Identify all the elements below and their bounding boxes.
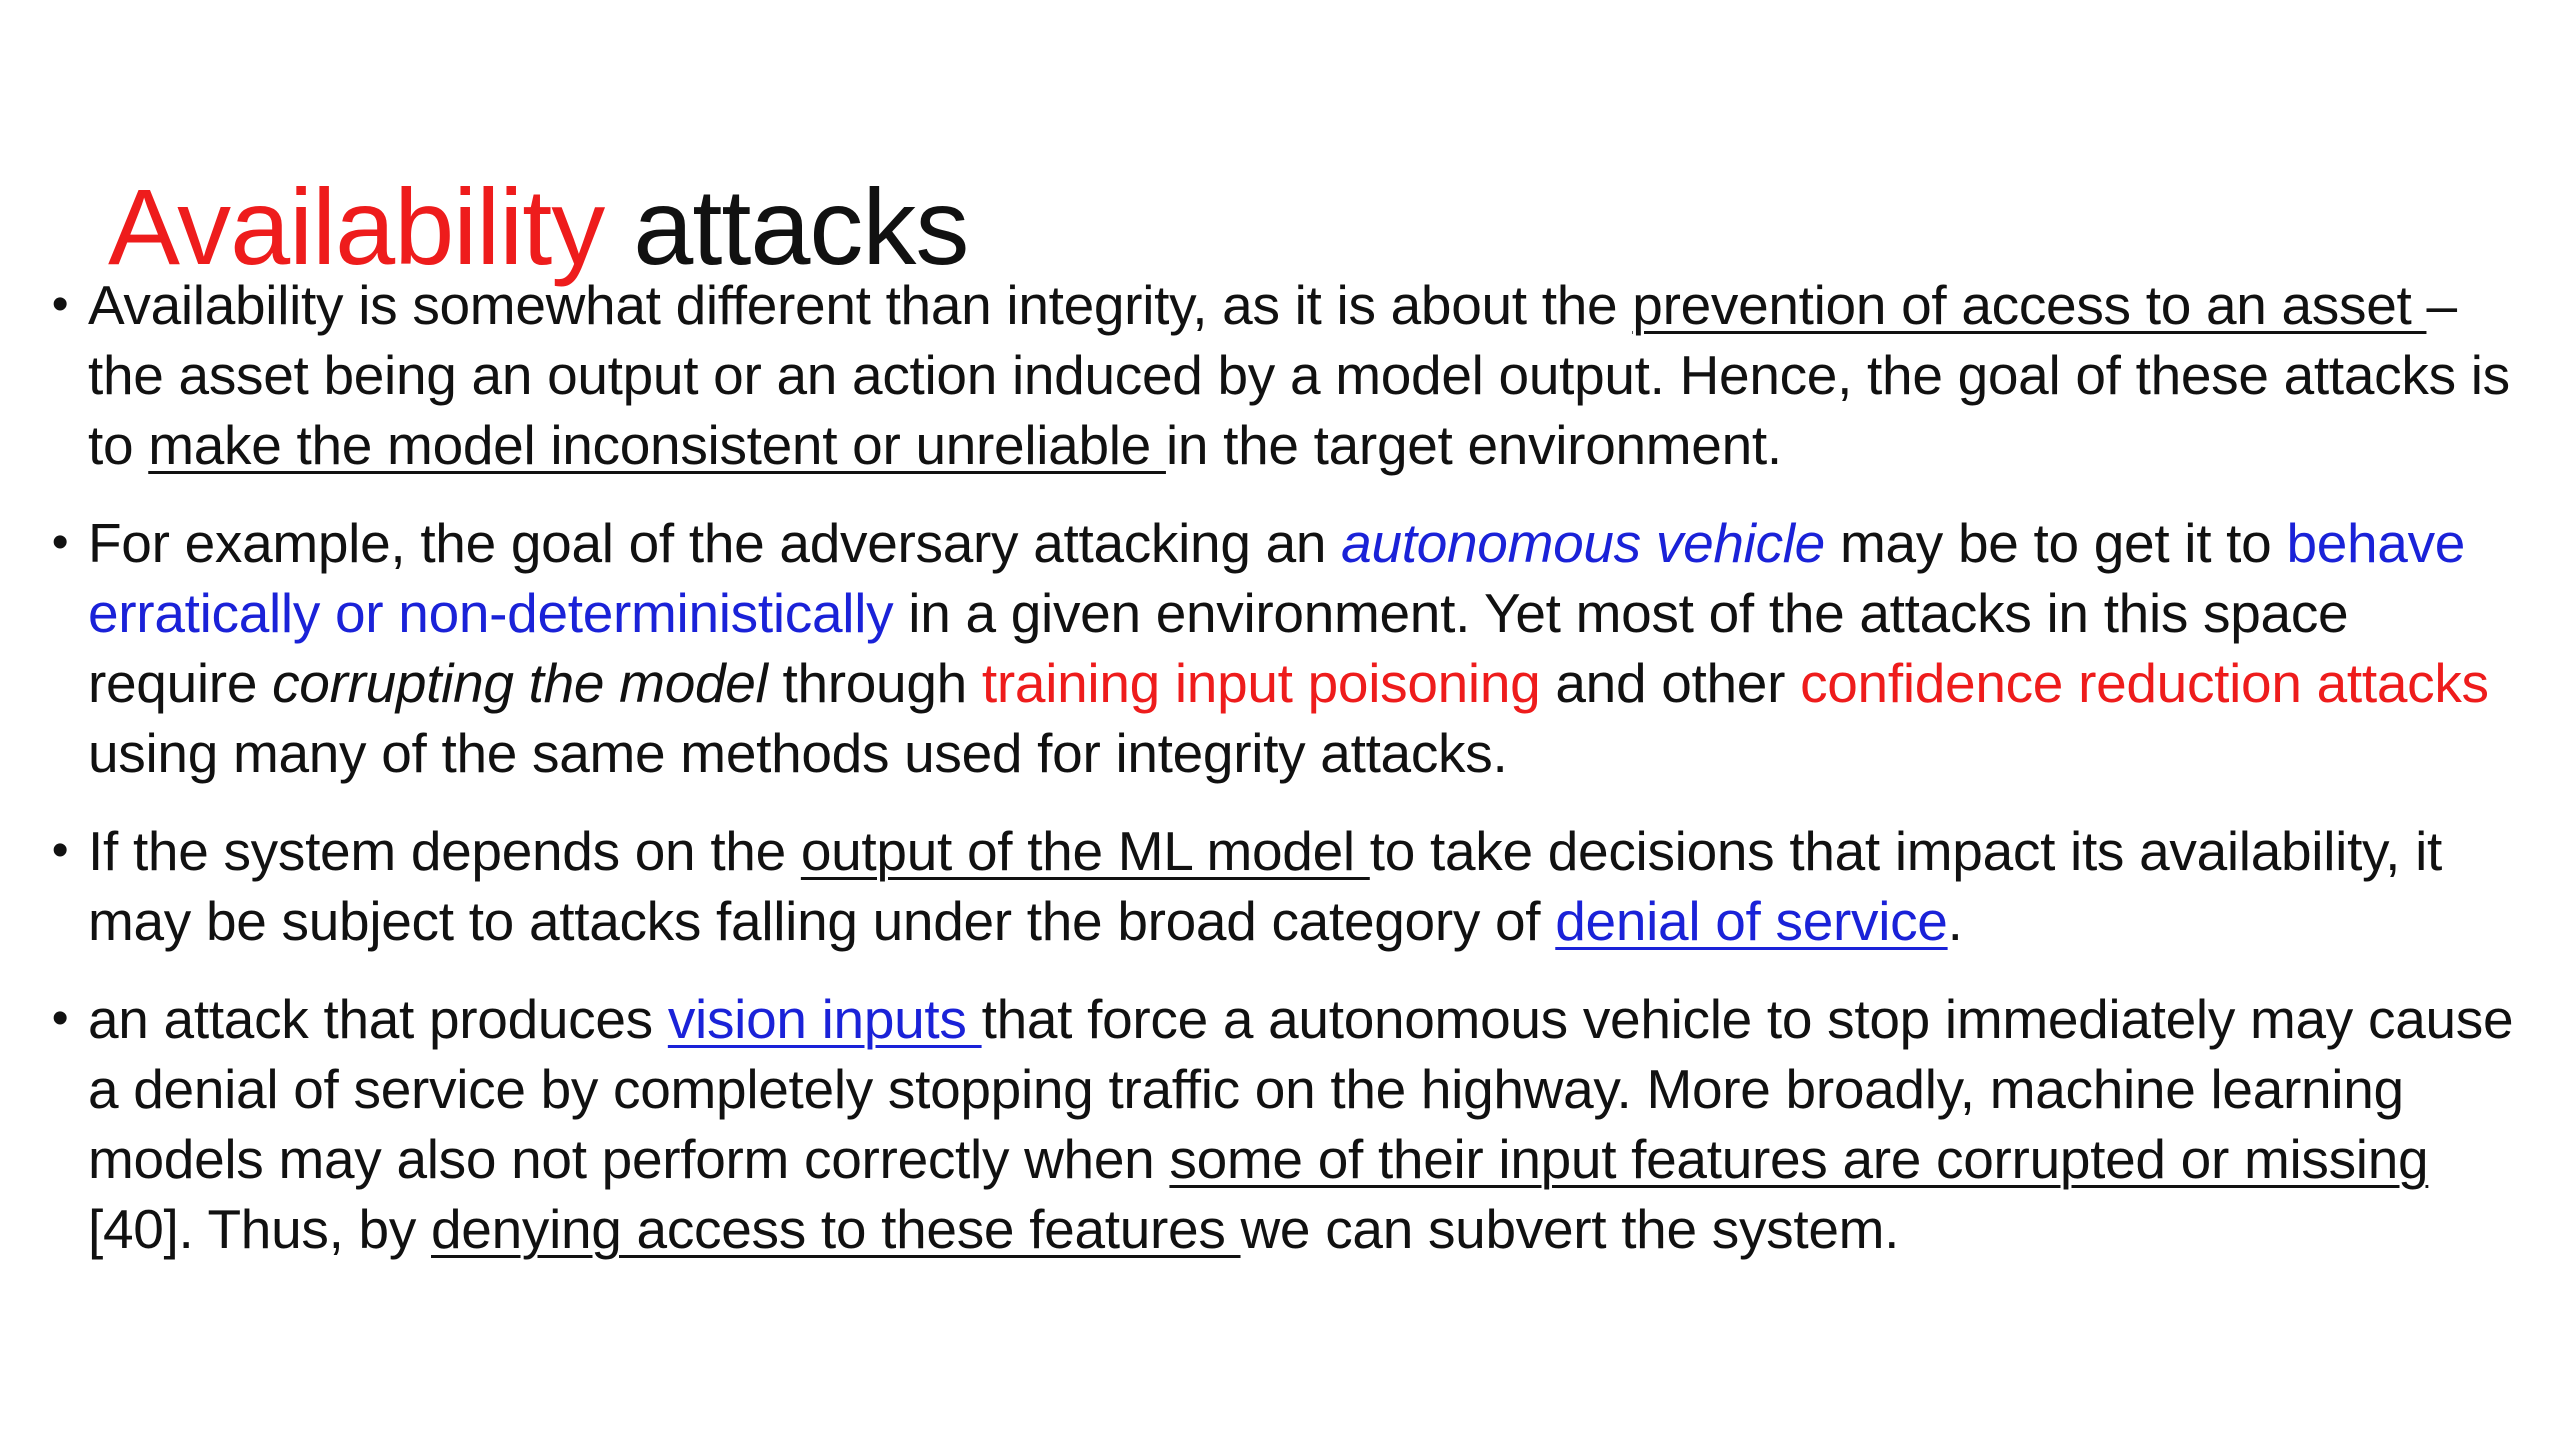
text-segment: using many of the same methods used for integrity attacks. [88, 722, 1508, 784]
bullet-glyph: • [51, 992, 69, 1045]
underlined-phrase-denying-access: denying access to these features [431, 1198, 1241, 1260]
bullet-item-2 [40, 508, 2520, 788]
text-segment: that force a autonomous vehicle to stop immediately may cause a denial of service by completely stopping traffic on the highway. More broadly, machine learning models may also not perform correctly when [88, 988, 2514, 1190]
text-segment: we can subvert the system. [1240, 1198, 1900, 1260]
bullet-list [40, 270, 2520, 1292]
text-segment: For example, the goal of the adversary attacking an [88, 512, 1342, 574]
text-segment: may be to get it to [1824, 512, 2287, 574]
text-segment: to take decisions that impact its availability, it may be subject to attacks falling under the broad category of [88, 820, 2443, 952]
text-segment: through [767, 652, 982, 714]
text-segment: [40]. Thus, by [88, 1198, 432, 1260]
italic-blue-phrase-autonomous-vehicle: autonomous vehicle [1341, 512, 1825, 574]
underlined-phrase-ml-output: output of the ML model [800, 820, 1370, 882]
vision-inputs-link[interactable]: vision inputs [667, 988, 982, 1050]
underlined-phrase-inconsistent-model: make the model inconsistent or unreliable [148, 414, 1166, 476]
title-availability: Availability [108, 166, 605, 288]
text-segment: and other [1540, 652, 1801, 714]
denial-of-service-link[interactable]: denial of service [1555, 890, 1948, 952]
bullet-item-3 [40, 816, 2520, 956]
bullet-item-4 [40, 984, 2520, 1264]
text-segment: If the system depends on the [88, 820, 801, 882]
bullet-glyph: • [51, 824, 69, 877]
text-segment: Availability is somewhat different than integrity, as it is about the [88, 274, 1633, 336]
underlined-phrase-corrupted-features: some of their input features are corrupted or missing [1169, 1128, 2429, 1190]
text-segment: in the target environment. [1165, 414, 1782, 476]
text-segment: . [1947, 890, 1963, 952]
bullet-glyph: • [51, 516, 69, 569]
red-phrase-training-input-poisoning: training input poisoning [981, 652, 1541, 714]
bullet-glyph: • [51, 278, 69, 331]
text-segment: – the asset being an output or an action induced by a model output. Hence, the goal of these attacks is to [88, 274, 2510, 476]
red-phrase-confidence-reduction: confidence reduction attacks [1800, 652, 2489, 714]
underlined-phrase-prevention-of-access: prevention of access to an asset [1632, 274, 2427, 336]
bullet-item-1 [40, 270, 2520, 480]
title-attacks: attacks [604, 166, 969, 288]
text-segment: an attack that produces [88, 988, 668, 1050]
text-segment: in a given environment. Yet most of the attacks in this space require [88, 582, 2349, 714]
italic-phrase-corrupting-model: corrupting the model [272, 652, 768, 714]
blue-phrase-erratic-behavior: behave erratically or non-deterministically [88, 512, 2466, 644]
